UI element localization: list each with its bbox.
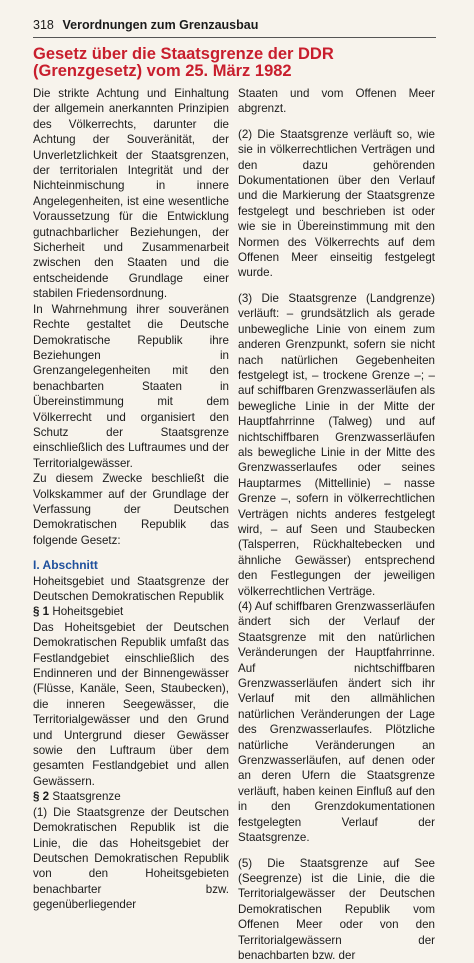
paragraph-heading-2 (33, 789, 229, 804)
right-column (238, 86, 435, 963)
running-section-title: Verordnungen zum Grenzausbau (62, 18, 258, 32)
page-number: 318 (33, 16, 59, 34)
paragraph-text: (1) Die Staatsgrenze der Deutschen Demokratischen Republik ist die Linie, die das Hoheitsgebiet der Deutschen Demokratischen Republik von den Hoheitsgebieten benachbarter bzw. gegenüberliegender (33, 805, 229, 913)
preamble-paragraph: Die strikte Achtung und Einhaltung der allgemein anerkannten Prinzipien des Völkerrechts, darunter die Achtung der Souveränität, der Unverletzlichkeit der Staatsgrenzen, der territorialen Integrität und der Nichteinmischung in innere Angelegenheiten, ist eine wesentliche Voraussetzung für die Entwicklung gutnachbarlicher Beziehungen, der Sicherheit und Zusammenarbeit zwischen den Staaten und die entscheidende Grundlage einer stabilen Friedensordnung. (33, 86, 229, 302)
preamble-paragraph: Zu diesem Zwecke beschließt die Volkskammer auf der Grundlage der Verfassung der Deutschen Demokratischen Republik das folgende Gesetz: (33, 471, 229, 548)
section-heading: I. Abschnitt (33, 558, 229, 573)
subparagraph-4: (4) Auf schiffbaren Grenzwasserläufen ändert sich der Verlauf der Staatsgrenze mit den natürlichen Veränderungen der Hauptfahrrinne. Auf nichtschiffbaren Grenzwasserläufen ändert sich ihr Verlauf mit den allmählichen natürlichen Veränderungen der Lage des Grenzwasserlaufes. Plötzliche natürliche Veränderungen an Grenzwasserläufen, auf denen oder an deren Ufern die Staatsgrenze verläuft, haben keinen Einfluß auf den in den Grenzdokumentationen festgelegten Verlauf der Staatsgrenze. (238, 599, 435, 846)
paragraph-continuation: Staaten und vom Offenen Meer abgrenzt. (238, 86, 435, 117)
paragraph-number: § 1 (33, 605, 49, 618)
subparagraph-2: (2) Die Staatsgrenze verläuft so, wie sie in völkerrechtlichen Verträgen und den dazu gehörenden Dokumentationen über den Verlauf und die Markierung der Staatsgrenze festgelegt und beschrieben ist oder wie sie in Übereinstimmung mit den Normen des Völkerrechts auf dem Offenen Meer einseitig festgelegt wurde. (238, 127, 435, 281)
subparagraph-3: (3) Die Staatsgrenze (Landgrenze) verläuft: – grundsätzlich als gerade unbewegliche Linie von einem zum anderen Grenzpunkt, sofern sie nicht nach natürlichen Gegebenheiten festgelegt ist, – trockene Grenze –; – auf schiffbaren Grenzwasserläufen als bewegliche Linie in der Mitte der Hauptfahrrinne (Talweg) und auf nichtschiffbaren Grenzwasserläufen als bewegliche Linie in der Mitte des Grenzwasserlaufes oder seines Hauptarmes (Mittellinie) – nasse Grenze –, sofern in völkerrechtlichen Verträgen nichts anderes festgelegt wird, – auf Seen und Staubecken (Talsperren, Rückhaltebecken und ähnliche Gewässer) entsprechend den Festlegungen der jeweiligen völkerrechtlichen Verträge. (238, 291, 435, 599)
section-subtitle: Hoheitsgebiet und Staatsgrenze der Deutschen Demokratischen Republik (33, 574, 229, 605)
preamble-paragraph: In Wahrnehmung ihrer souveränen Rechte gestaltet die Deutsche Demokratische Republik ihre Beziehungen in Grenzangelegenheiten mit den benachbarten Staaten in Übereinstimmung mit dem Völkerrecht und organisiert den Schutz der Staatsgrenze einschließlich des Luftraumes und der Territorialgewässer. (33, 302, 229, 471)
paragraph-text: Das Hoheitsgebiet der Deutschen Demokratischen Republik umfaßt das Festlandgebiet einschließlich des Endinneren und der Binnengewässer (Flüsse, Kanäle, Seen, Staubecken), die inneren Seegewässer, die Territorialgewässer und den Grund und Untergrund dieser Gewässer sowie den Luftraum über dem gesamten Festlandgebiet und allen Gewässern. (33, 620, 229, 789)
paragraph-number: § 2 (33, 790, 49, 803)
running-header (33, 16, 436, 38)
paragraph-title: Hoheitsgebiet (52, 605, 123, 618)
paragraph-title: Staatsgrenze (52, 790, 120, 803)
left-column (33, 86, 229, 913)
law-title: Gesetz über die Staatsgrenze der DDR (Grenzgesetz) vom 25. März 1982 (33, 46, 443, 80)
subparagraph-5: (5) Die Staatsgrenze auf See (Seegrenze) ist die Linie, die die Territorialgewässer der Deutschen Demokratischen Republik vom Offenen Meer oder von den Territorialgewässern der benachbarten bzw. der (238, 856, 435, 963)
paragraph-heading-1 (33, 604, 229, 619)
